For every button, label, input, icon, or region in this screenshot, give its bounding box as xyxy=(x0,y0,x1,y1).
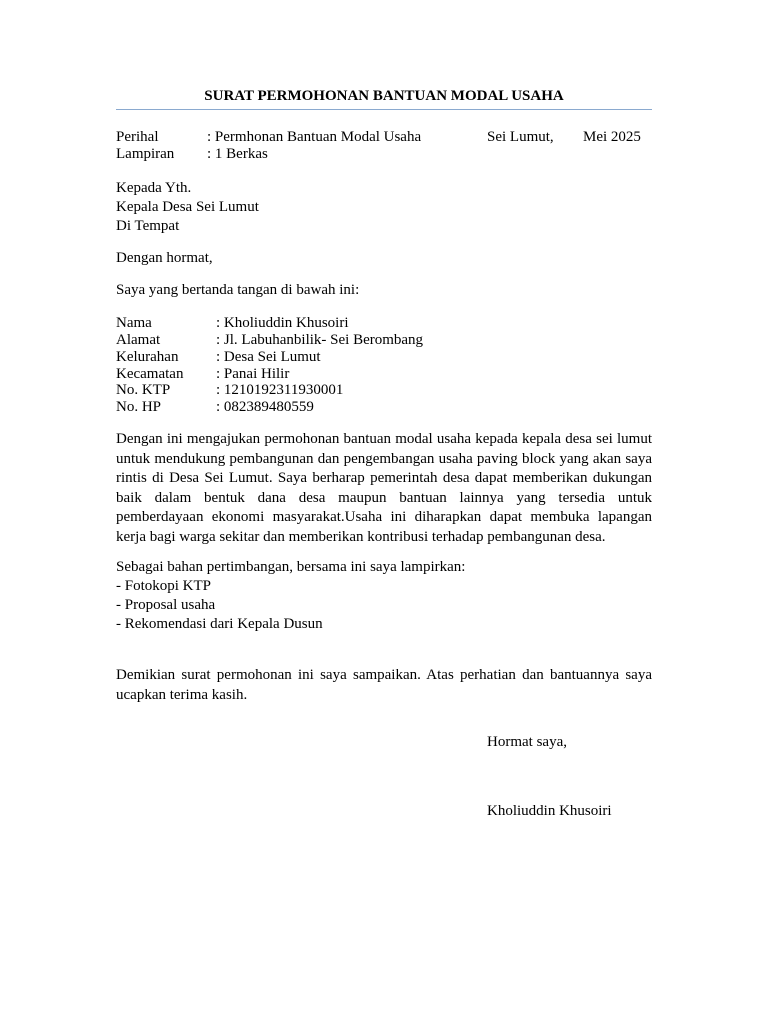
identity-label: Kelurahan xyxy=(116,349,179,365)
identity-label: Kecamatan xyxy=(116,366,184,382)
greeting: Dengan hormat, xyxy=(116,250,213,266)
letter-title: SURAT PERMOHONAN BANTUAN MODAL USAHA xyxy=(204,88,564,104)
closing-paragraph: Demikian surat permohonan ini saya sampaikan. Atas perhatian dan bantuannya saya ucapkan terima kasih. xyxy=(116,667,652,703)
lampiran-value: : 1 Berkas xyxy=(207,146,268,162)
recipient-line: Di Tempat xyxy=(116,218,180,234)
identity-label: Alamat xyxy=(116,332,161,348)
identity-value: : Jl. Labuhanbilik- Sei Berombang xyxy=(216,332,424,348)
lampiran-label: Lampiran xyxy=(116,146,175,162)
signoff: Hormat saya, xyxy=(487,734,567,750)
identity-value: : 082389480559 xyxy=(216,399,314,415)
identity-value: : 1210192311930001 xyxy=(216,382,344,398)
identity-label: No. KTP xyxy=(116,382,171,398)
intro-text: Saya yang bertanda tangan di bawah ini: xyxy=(116,282,360,298)
title-underline xyxy=(116,109,652,110)
attachments-intro: Sebagai bahan pertimbangan, bersama ini saya lampirkan: xyxy=(116,559,466,575)
perihal-value: : Permhonan Bantuan Modal Usaha xyxy=(207,129,422,145)
recipient-line: Kepala Desa Sei Lumut xyxy=(116,199,259,215)
signature-name: Kholiuddin Khusoiri xyxy=(487,803,612,819)
body-paragraph: Dengan ini mengajukan permohonan bantuan modal usaha kepada kepala desa sei lumut untuk mendukung pembangunan dan pengembangan usaha paving block yang akan saya rintis di Desa Sei Lumut. Saya berharap pemerintah desa dapat memberikan dukungan baik dalam bentuk dana desa maupun bantuan lainnya yang tersedia untuk pemberdayaan ekonomi masyarakat.Usaha ini diharapkan dapat membuka lapangan kerja bagi warga sekitar dan memberikan kontribusi terhadap pembangunan desa. xyxy=(116,431,652,545)
identity-value: : Desa Sei Lumut xyxy=(216,349,321,365)
letter-place: Sei Lumut, xyxy=(487,129,554,145)
letter-date: Mei 2025 xyxy=(583,129,641,145)
attachment-item: - Proposal usaha xyxy=(116,597,216,613)
identity-value: : Panai Hilir xyxy=(216,366,290,382)
perihal-label: Perihal xyxy=(116,129,159,145)
identity-label: No. HP xyxy=(116,399,162,415)
identity-label: Nama xyxy=(116,315,152,331)
recipient-line: Kepada Yth. xyxy=(116,180,192,196)
attachment-item: - Rekomendasi dari Kepala Dusun xyxy=(116,616,323,632)
attachment-item: - Fotokopi KTP xyxy=(116,578,212,594)
identity-value: : Kholiuddin Khusoiri xyxy=(216,315,349,331)
